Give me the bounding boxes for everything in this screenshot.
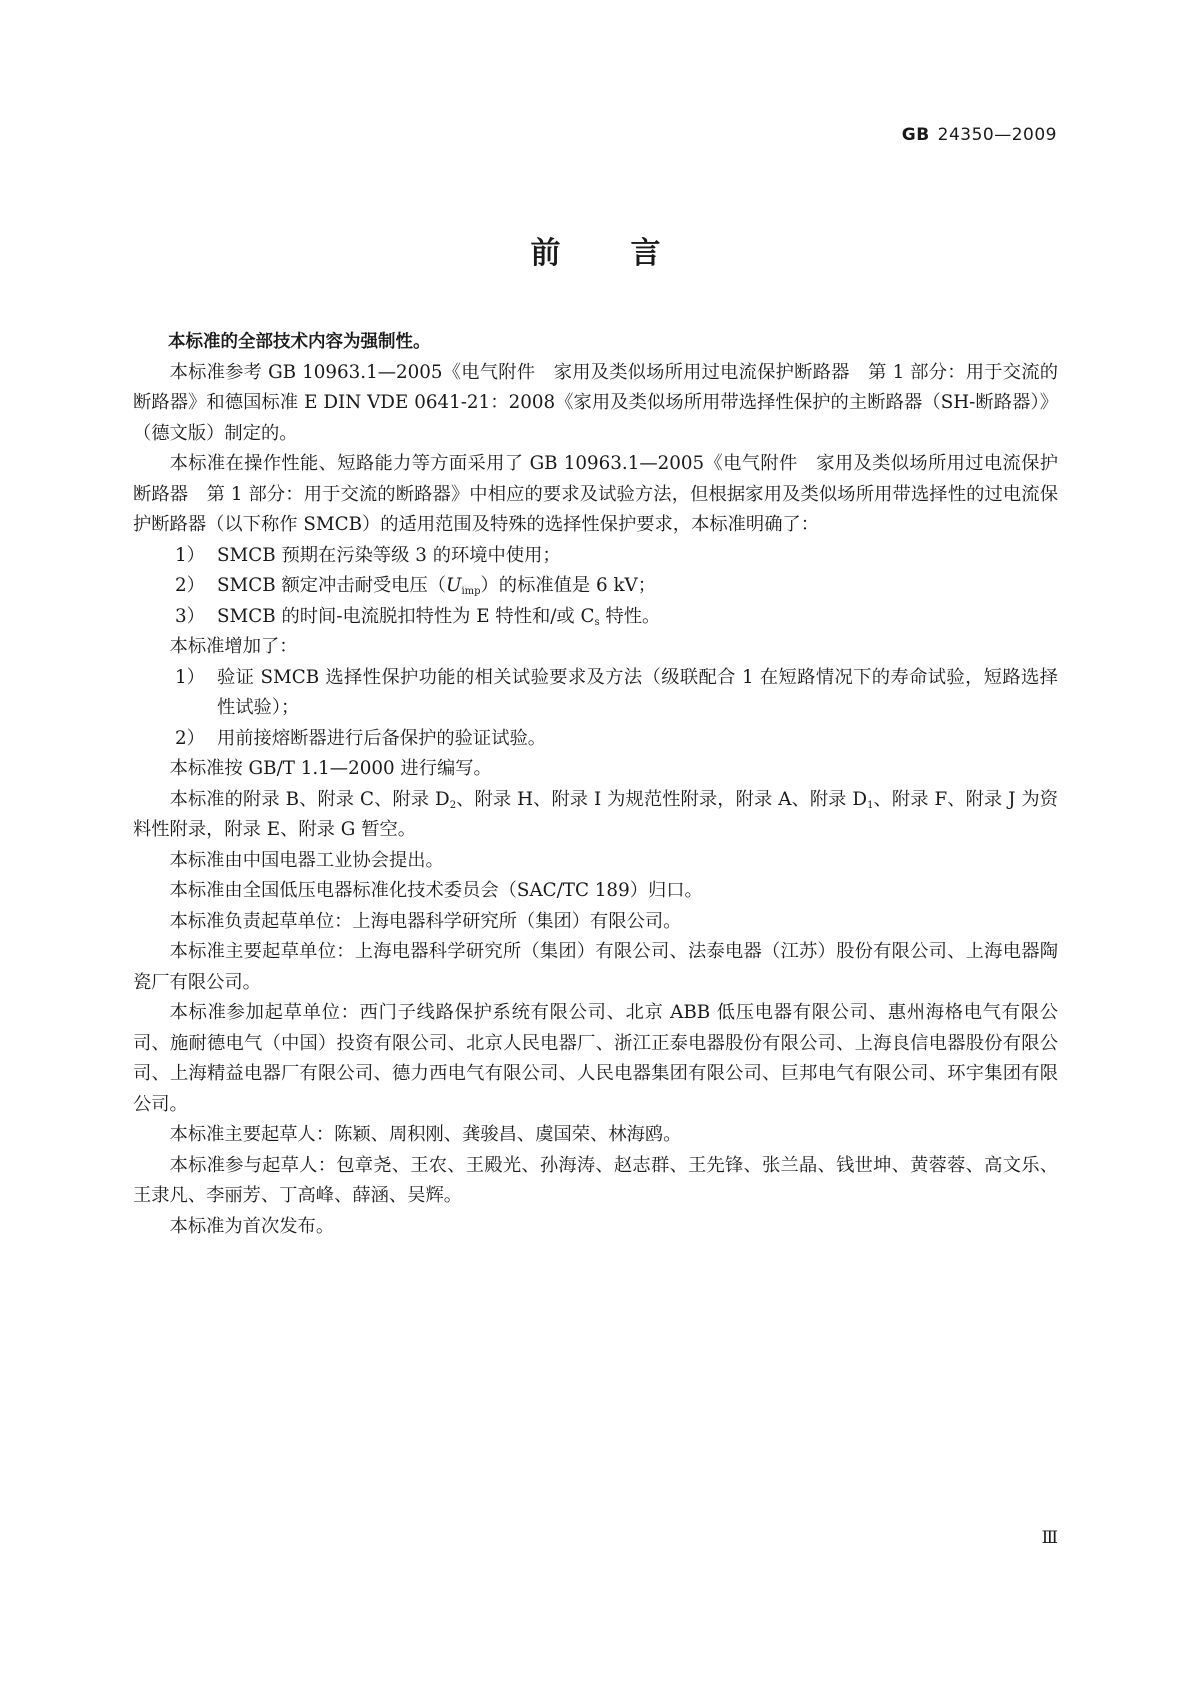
list-text: SMCB 预期在污染等级 3 的环境中使用； — [217, 544, 561, 566]
paragraph-additions: 本标准增加了： — [169, 636, 298, 657]
list-text: SMCB 的时间-电流脱扣特性为 E 特性和/或 $C_s$ 特性。 — [217, 605, 661, 628]
paragraph-responsible-unit: 本标准负责起草单位：上海电器科学研究所（集团）有限公司。 — [169, 910, 682, 932]
paragraph-participating-units: 本标准参加起草单位：西门子线路保护系统有限公司、北京 ABB 低压电器有限公司、惠州海格电气有限公司、施耐德电气（中国）投资有限公司、北京人民电器厂、浙江正泰电器股份有限公司、上海良信电器股份有限公司、上海精益电器厂有限公司、德力西电气有限公司、人民电器集团有限公司、巨邦电气有限公司、环宇集团有限公司。 — [133, 1002, 1058, 1115]
list-number: 1） — [175, 544, 205, 566]
foreword-body — [133, 327, 1058, 1242]
list-item — [133, 663, 1058, 724]
mandatory-statement: 本标准的全部技术内容为强制性。 — [168, 332, 431, 352]
list-item — [133, 602, 1058, 633]
page-title — [0, 228, 1191, 272]
document-number — [902, 125, 1057, 145]
list-text: SMCB 额定冲击耐受电压$(U_{imp})$的标准值是 6 kV； — [217, 575, 657, 597]
page-number: Ⅲ — [1041, 1528, 1058, 1548]
paragraph-first-release: 本标准为首次发布。 — [169, 1215, 335, 1237]
doc-code: 24350—2009 — [937, 125, 1057, 145]
list-item — [133, 541, 1058, 572]
paragraph-reference: 本标准参考 GB 10963.1—2005《电气附件 家用及类似场所用过电流保护断路器 第 1 部分：用于交流的断路器》和德国标准 E DIN VDE 0641-21：2008《家用及类似场所用带选择性保护的主断路器（SH-断路器）》（德文版）制定的。 — [133, 361, 1058, 444]
paragraph-main-drafters: 本标准主要起草人：陈颖、周积刚、龚骏昌、虞国荣、林海鸥。 — [169, 1124, 682, 1145]
paragraph-proposer: 本标准由中国电器工业协会提出。 — [169, 849, 444, 871]
list-item — [133, 724, 1058, 755]
list-number: 1） — [175, 666, 205, 688]
paragraph-adoption: 本标准在操作性能、短路能力等方面采用了 GB 10963.1—2005《电气附件 家用及类似场所用过电流保护断路器 第 1 部分：用于交流的断路器》中相应的要求及试验方法，但根据家用及类似场所用带选择性的过电流保护断路器（以下称作 SMCB）的适用范围及特殊的选择性保护要求，本标准明确了： — [133, 453, 1058, 535]
list-text: 验证 SMCB 选择性保护功能的相关试验要求及方法（级联配合 1 在短路情况下的寿命试验，短路选择性试验）； — [217, 666, 1058, 718]
paragraph-annexes: 本标准的附录 B、附录 C、附录 $D_2$、附录 H、附录 I 为规范性附录，附录 A、附录 $D_1$、附录 F、附录 J 为资料性附录，附录 E、附录 G 暂空。 — [133, 788, 1059, 840]
paragraph-drafting-rules: 本标准按 GB/T 1.1—2000 进行编写。 — [169, 758, 492, 779]
doc-prefix: GB — [901, 125, 930, 145]
list-text: 用前接熔断器进行后备保护的验证试验。 — [217, 727, 547, 749]
list-number: 2） — [175, 575, 205, 596]
list-number: 2） — [175, 727, 205, 749]
paragraph-centralized: 本标准由全国低压电器标准化技术委员会（SAC/TC 189）归口。 — [169, 880, 703, 901]
paragraph-participating-drafters: 本标准参与起草人：包章尧、王农、王殿光、孙海涛、赵志群、王先锋、张兰晶、钱世坤、黄蓉蓉、高文乐、王隶凡、李丽芳、丁高峰、薛涵、吴辉。 — [133, 1154, 1058, 1206]
list-number: 3） — [175, 605, 205, 627]
title-char-1: 前 — [530, 236, 561, 271]
title-char-2: 言 — [630, 236, 661, 271]
paragraph-main-units: 本标准主要起草单位：上海电器科学研究所（集团）有限公司、法泰电器（江苏）股份有限公司、上海电器陶瓷厂有限公司。 — [133, 941, 1058, 993]
list-item — [133, 571, 1058, 602]
